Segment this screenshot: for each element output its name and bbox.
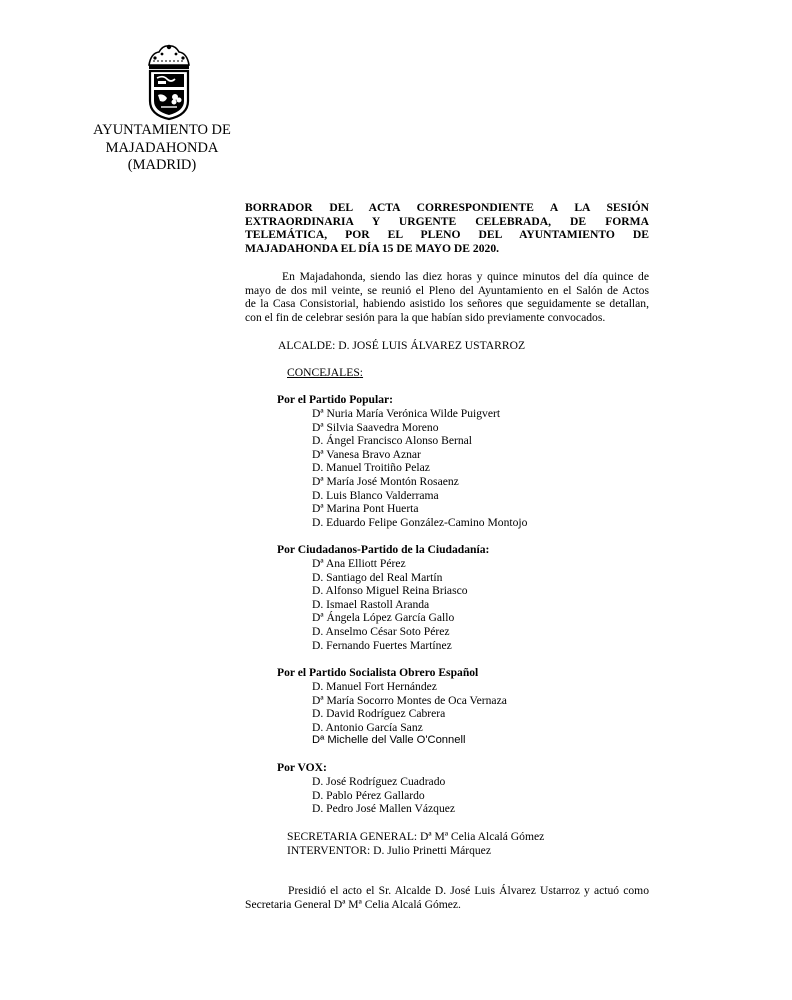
member-name: D. Luis Blanco Valderrama	[312, 488, 439, 502]
member-list	[312, 775, 455, 816]
member-list	[312, 407, 527, 529]
member-name: D. Ángel Francisco Alonso Bernal	[312, 434, 473, 448]
member-name: D. Manuel Fort Hernández	[312, 680, 437, 693]
org-line-3: (MADRID)	[127, 157, 197, 173]
party-heading: Por Ciudadanos-Partido de la Ciudadanía:	[277, 543, 490, 556]
org-line-2: MAJADAHONDA	[105, 139, 219, 156]
closing-line: Presidió el acto el Sr. Alcalde D. José Luis Álvarez Ustarroz y actuó como	[288, 884, 649, 897]
member-name: Dª María Socorro Montes de Oca Vernaza	[312, 693, 507, 707]
member-name: D. Alfonso Miguel Reina Briasco	[312, 584, 468, 598]
member-name: Dª Marina Pont Huerta	[312, 502, 419, 516]
secretary-line: SECRETARIA GENERAL: Dª Mª Celia Alcalá Gómez	[287, 830, 545, 843]
member-name: D. Manuel Troitiño Pelaz	[312, 461, 430, 475]
title-line: EXTRAORDINARIA Y URGENTE CELEBRADA, DE FORMA	[245, 214, 649, 228]
member-name: D. Fernando Fuertes Martínez	[312, 638, 452, 652]
member-name: D. Antonio García Sanz	[312, 720, 423, 734]
member-name: Dª Vanesa Bravo Aznar	[312, 447, 421, 461]
coat-of-arms-logo	[145, 43, 193, 121]
member-name: D. Pedro José Mallen Vázquez	[312, 802, 456, 816]
officials-block	[287, 830, 544, 858]
councillors-label: CONCEJALES	[287, 366, 360, 379]
member-name: Dª Michelle del Valle O'Connell	[312, 734, 466, 747]
member-name: D. Santiago del Real Martín	[312, 570, 443, 584]
councillors-colon: :	[359, 366, 364, 379]
auditor-line: INTERVENTOR: D. Julio Prinetti Márquez	[287, 844, 491, 857]
member-name: D. Eduardo Felipe González-Camino Montojo	[312, 515, 528, 529]
document-body	[245, 201, 649, 324]
intro-line: con el fin de celebrar sesión para la que habían sido previamente convocados.	[245, 310, 606, 324]
member-name: Dª María José Montón Rosaenz	[312, 474, 459, 488]
org-line-1: AYUNTAMIENTO DE	[93, 122, 231, 138]
mayor-line: ALCALDE: D. JOSÉ LUIS ÁLVAREZ USTARROZ	[278, 339, 526, 352]
intro-line: mayo de dos mil veinte, se reunió el Pleno del Ayuntamiento en el Salón de Actos	[245, 283, 649, 297]
title-line: MAJADAHONDA EL DÍA 15 DE MAYO DE 2020.	[245, 241, 500, 255]
closing-paragraph	[245, 884, 649, 912]
title-line: TELEMÁTICA, POR EL PLENO DEL AYUNTAMIENTO DE	[245, 228, 649, 241]
party-heading: Por el Partido Popular:	[277, 393, 394, 406]
councillors-heading	[287, 366, 363, 379]
member-name: D. José Rodríguez Cuadrado	[312, 775, 446, 788]
member-name: Dª Ana Elliott Pérez	[312, 557, 406, 570]
member-name: D. Ismael Rastoll Aranda	[312, 597, 430, 611]
intro-paragraph	[245, 270, 649, 324]
closing-line: Secretaria General Dª Mª Celia Alcalá Gómez.	[245, 898, 461, 911]
organization-header	[84, 122, 240, 175]
member-name: D. Anselmo César Soto Pérez	[312, 624, 450, 638]
party-heading: Por el Partido Socialista Obrero Español	[277, 666, 479, 679]
intro-line: de la Casa Consistorial, habiendo asistido los señores que seguidamente se detallan,	[245, 297, 649, 310]
intro-line: En Majadahonda, siendo las diez horas y quince minutos del día quince de	[282, 270, 649, 283]
title-line: BORRADOR DEL ACTA CORRESPONDIENTE A LA SESIÓN	[245, 201, 649, 214]
member-name: D. David Rodríguez Cabrera	[312, 707, 446, 721]
document-title	[245, 201, 649, 255]
member-name: Dª Ángela López García Gallo	[312, 611, 455, 625]
member-name: Dª Nuria María Verónica Wilde Puigvert	[312, 407, 501, 420]
member-list	[312, 680, 507, 748]
member-name: Dª Silvia Saavedra Moreno	[312, 420, 439, 434]
member-name: D. Pablo Pérez Gallardo	[312, 788, 425, 802]
member-list	[312, 557, 468, 652]
party-heading: Por VOX:	[277, 761, 327, 774]
